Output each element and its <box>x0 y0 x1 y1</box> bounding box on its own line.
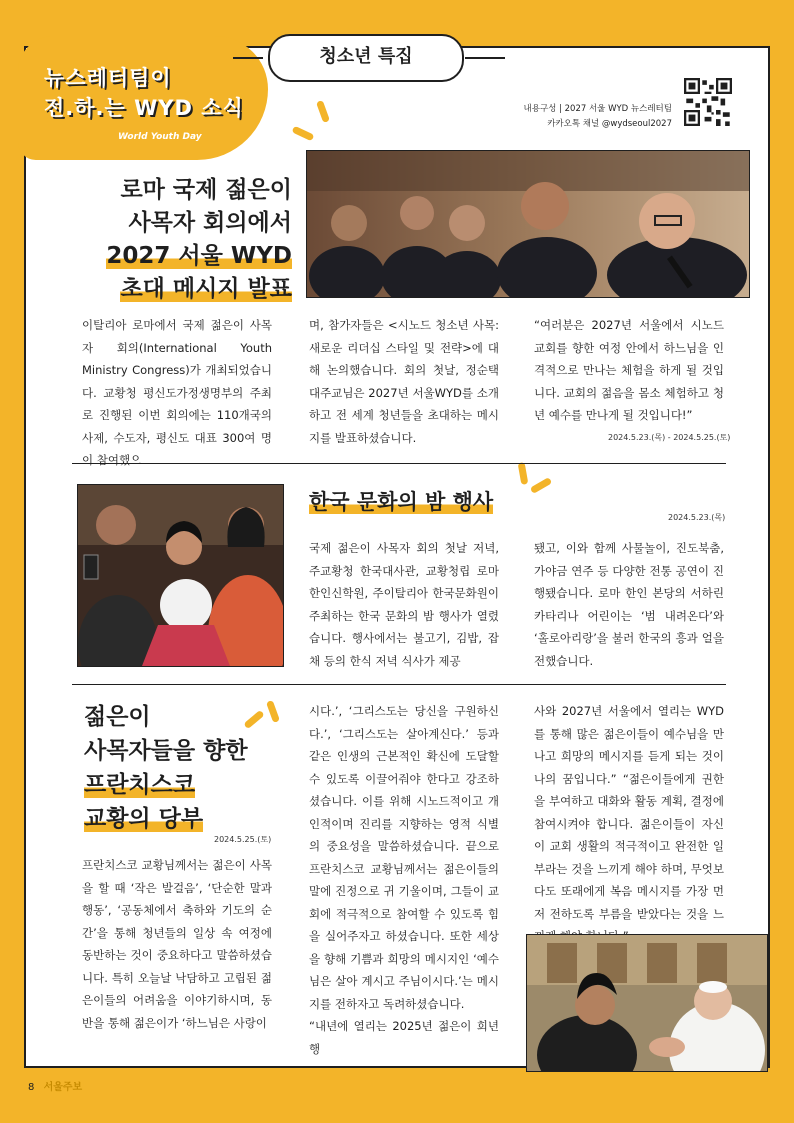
article3-title: 젊은이 사목자들을 향한 프란치스코 교황의 당부 <box>84 704 248 832</box>
article1-date: 2024.5.23.(목) - 2024.5.25.(토) <box>608 433 731 442</box>
page-footer <box>28 1078 82 1093</box>
brand-line-2: 전.하.는 WYD 소식 <box>44 96 244 120</box>
section-divider <box>72 684 726 685</box>
article2-title: 한국 문화의 밤 행사 <box>309 490 494 514</box>
credit-line-2: 카카오톡 채널 @wydseoul2027 <box>547 119 672 129</box>
article1-title: 로마 국제 젊은이 사목자 회의에서 2027 서울 WYD 초대 메시지 발표 <box>106 177 292 302</box>
article3-date: 2024.5.25.(토) <box>214 835 272 844</box>
culture-night-photo <box>77 484 284 667</box>
divider <box>465 57 505 59</box>
page-number: 8 <box>28 1082 35 1093</box>
divider <box>233 57 263 59</box>
publication-name: 서울주보 <box>43 1082 83 1093</box>
section-title: 청소년 특집 <box>268 34 464 82</box>
brand-subtitle: World Youth Day <box>118 132 202 142</box>
article1-col3: “여러분은 2027년 서울에서 시노드 교회를 향한 여정 안에서 하느님을 인격적으로 만나는 체험을 하게 될 것입니다. 교회의 젊음을 몸소 체험하고 청년 예수를 만나게 될 것입니다!” <box>534 318 724 422</box>
article3-col1: 프란치스코 교황님께서는 젊은이 사목을 할 때 ‘작은 발걸음’, ‘단순한 말과 행동’, ‘공동체에서 축하와 기도의 순간’을 통해 청년들의 일상 속 여정에 동반하는 것이 중요하다고 말씀하셨습니다. 특히 오늘날 낙담하고 고립된 젊은이들의 어려움을 이야기하시며, 동반을 통해 젊은이가 ‘하느님은 사랑이 <box>82 858 272 1030</box>
credit-line-1: 내용구성 | 2027 서울 WYD 뉴스레터팀 <box>523 104 672 114</box>
article1-col1: 이탈리아 로마에서 국제 젊은이 사목자 회의(International Youth Ministry Congress)가 개최되었습니다. 교황청 평신도가정생명부의 주최로 진행된 이번 회의에는 110개국의 사제, 수도자, 평신도 대표 300여 명이 참여했으 <box>82 318 272 467</box>
article2-col2: 됐고, 이와 함께 사물놀이, 진도북춤, 가야금 연주 등 다양한 전통 공연이 진행됐습니다. 로마 한인 본당의 서하린 카타리나 어린이는 ‘범 내려온다’와 ‘홀로아리랑’을 불러 한국의 흥과 얼을 전했습니다. <box>534 541 724 668</box>
article3-col2: 시다.’, ‘그리스도는 당신을 구원하신다.’, ‘그리스도는 살아계신다.’ 등과 같은 인생의 근본적인 확신에 도달할 수 있도록 이끌어줘야 한다고 강조하셨습니다. 이를 위해 시노드적이고 개인적이며 진리를 지향하는 영적 식별의 중요성을 말씀하셨습니다. 끝으로 프란치스코 교황님께서는 젊은이들의 말에 진정으로 귀 기울이며, 그들이 교회에 적극적으로 참여할 수 있도록 힘을 실어주자고 하셨습니다. 또한 세상을 향해 기쁨과 희망의 메시지인 ‘예수님은 살아 계시고 주님이시다.’는 메시지를 전하자고 독려하셨습니다. “내년에 열리는 2025년 젊은이 희년 행 <box>309 704 499 1056</box>
qr-code-icon[interactable] <box>684 78 732 126</box>
congress-photo <box>306 150 750 298</box>
article1-col2: 며, 참가자들은 <시노드 청소년 사목: 새로운 리더십 스타일 및 전략>에 대해 논의했습니다. 회의 첫날, 정순택 대주교님은 2027년 서울WYD를 소개하고 전 세계 청년들을 초대하는 메시지를 발표하셨습니다. <box>309 318 499 445</box>
article3-col3: 사와 2027년 서울에서 열리는 WYD를 통해 많은 젊은이들이 예수님을 만나고 희망의 메시지를 듣게 되는 것이 나의 꿈입니다.” “젊은이들에게 권한을 부여하고 대화와 활동 계획, 결정에 참여시켜야 합니다. 젊은이들이 자신이 교회 생활의 적극적이고 완전한 일부라는 것을 느끼게 해야 하며, 무엇보다도 또래에게 복음 메시지를 가장 먼저 전하도록 부름을 받았다는 것을 느 <box>534 704 724 921</box>
pope-meeting-photo <box>526 934 768 1072</box>
brand-line-1: 뉴스레터팀이 <box>44 66 172 90</box>
article2-col1: 국제 젊은이 사목자 회의 첫날 저녁, 주교황청 한국대사관, 교황청립 로마 한인신학원, 주이탈리아 한국문화원이 주최하는 한국 문화의 밤 행사가 열렸습니다. 행사에서는 불고기, 김밥, 잡채 등의 한식 저녁 식사가 제공 <box>309 541 499 668</box>
article2-date: 2024.5.23.(목) <box>668 513 726 522</box>
section-divider <box>72 463 726 464</box>
